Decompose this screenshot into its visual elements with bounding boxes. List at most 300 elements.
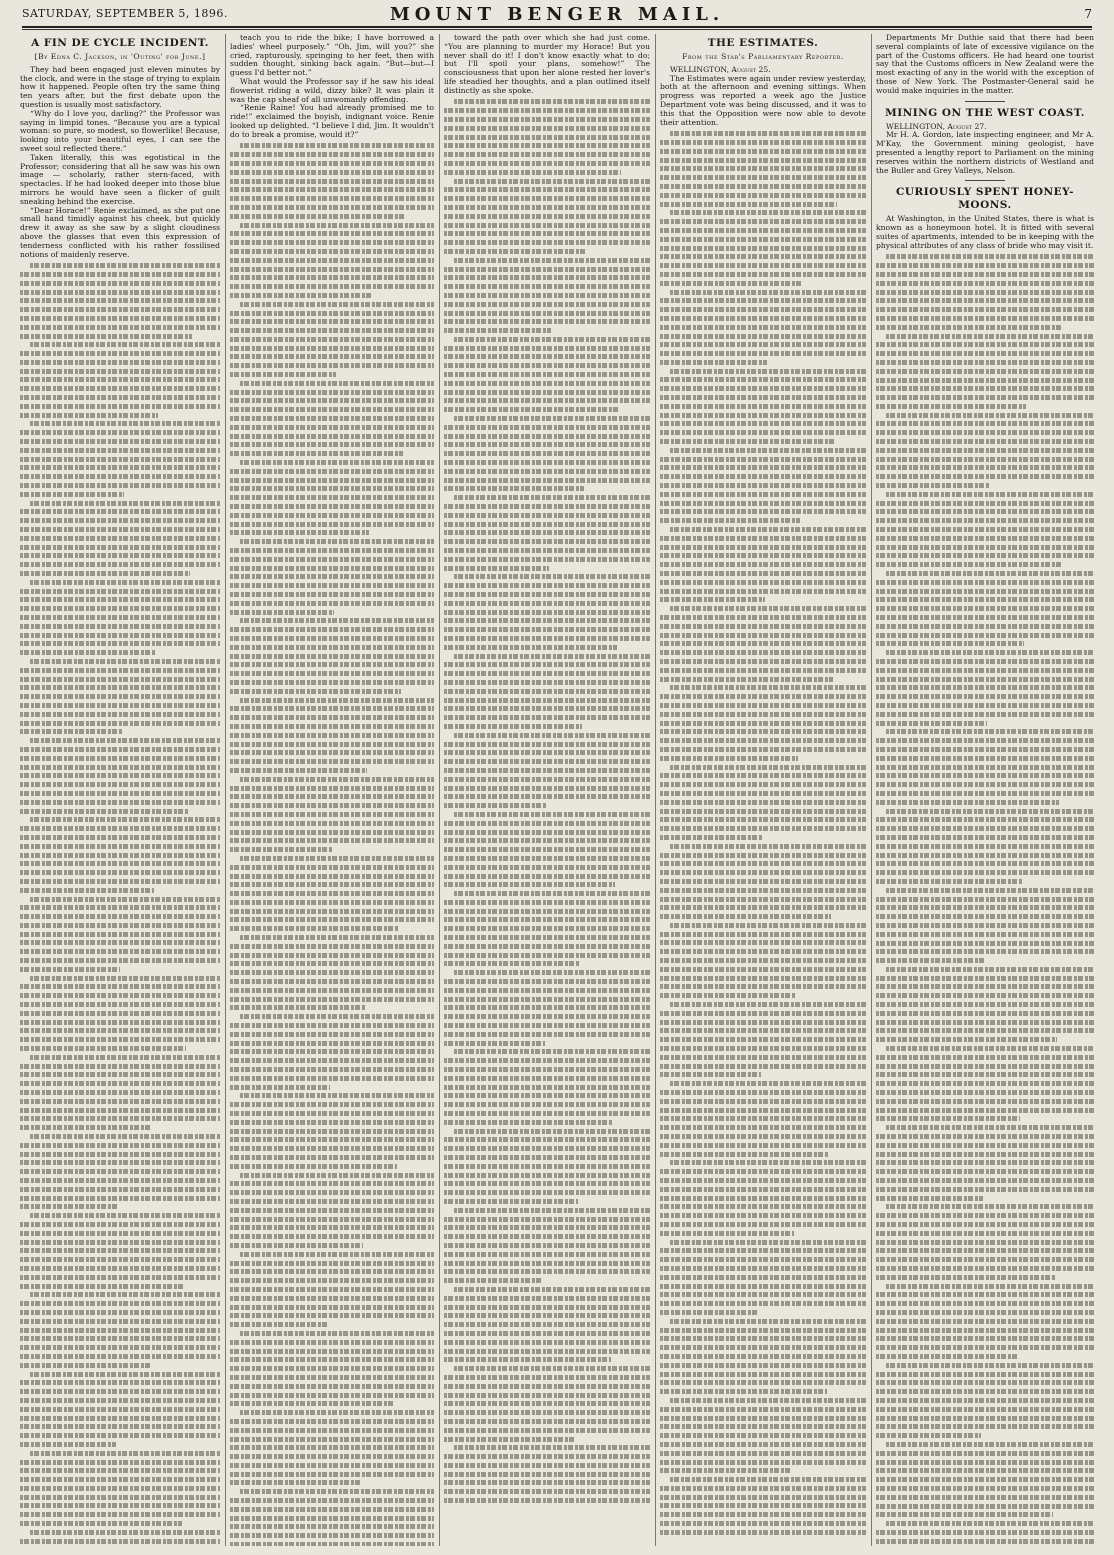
type-line [230, 1155, 434, 1160]
type-line [20, 1477, 220, 1482]
type-line [230, 442, 434, 447]
type-line [230, 583, 434, 588]
type-line [876, 668, 1094, 673]
type-line [876, 703, 1094, 708]
type-line [660, 1204, 866, 1209]
type-line [20, 914, 220, 919]
type-line [230, 1287, 434, 1292]
type-line [444, 1261, 650, 1266]
type-line [20, 932, 220, 937]
type-line [230, 610, 334, 615]
type-line [230, 847, 332, 852]
type-line [20, 298, 220, 303]
type-line [886, 492, 1094, 497]
type-line [876, 765, 1094, 770]
type-line [660, 1416, 866, 1421]
type-line [20, 316, 220, 321]
type-line [876, 536, 1094, 541]
type-line [876, 923, 1094, 928]
type-line [444, 486, 584, 491]
type-line [876, 597, 1094, 602]
type-line [876, 747, 1094, 752]
paragraph: The Estimates were again under review yesterday, both at the afternoon and evening sittings. When progress was reported a week ago the Justice Department vote was being discussed, and it was to this that the Opposition were now able to devote their attention. [660, 73, 866, 127]
type-line [660, 835, 763, 840]
type-line [660, 1134, 866, 1139]
type-line [876, 1196, 983, 1201]
type-line [230, 1023, 434, 1028]
type-line [444, 1410, 650, 1415]
type-line [20, 800, 220, 805]
type-line [660, 1046, 866, 1051]
paragraph: Departments Mr Duthie said that there had been several complaints of late of excessive vigilance on the part of the Customs officers. He had heard one tourist say that the Customs officers in New Zealand were the most exacting of any in the world with the exception of those of New York. The Postmaster-General said he would make inquiries in the matter. [876, 34, 1094, 95]
type-line [876, 545, 1094, 550]
type-line [876, 272, 1094, 277]
type-line [20, 1081, 220, 1086]
type-line [20, 1512, 220, 1517]
type-line [20, 641, 220, 646]
type-line [876, 1011, 1094, 1016]
type-line [876, 712, 1094, 717]
type-line [454, 654, 650, 659]
type-line [20, 1222, 220, 1227]
type-line [444, 1137, 650, 1142]
type-line [20, 562, 220, 567]
type-line [876, 606, 1094, 611]
type-line [230, 566, 434, 571]
type-line [444, 636, 650, 641]
type-line [20, 377, 220, 382]
type-line [660, 1108, 866, 1113]
type-line [660, 140, 866, 145]
type-line [444, 838, 650, 843]
type-line [670, 1160, 866, 1165]
type-line [876, 1310, 1094, 1315]
type-line [230, 416, 434, 421]
type-line [444, 592, 650, 597]
type-line [230, 645, 434, 650]
type-line [444, 935, 650, 940]
type-line [660, 668, 866, 673]
type-line [886, 254, 1094, 259]
type-line [20, 1380, 220, 1385]
type-line [444, 143, 650, 148]
type-line [240, 618, 434, 623]
type-line [230, 1278, 434, 1283]
type-line [876, 1160, 1094, 1165]
type-line [230, 346, 434, 351]
type-line [660, 1143, 866, 1148]
type-line [230, 1234, 434, 1239]
type-line [876, 589, 1094, 594]
type-line [660, 809, 866, 814]
type-line [876, 738, 1094, 743]
story-separator [965, 180, 1005, 181]
type-line [20, 386, 220, 391]
type-line [20, 1178, 220, 1183]
type-line [660, 509, 866, 514]
type-line [240, 302, 434, 307]
type-line [444, 671, 650, 676]
type-line [876, 369, 1094, 374]
type-line [20, 1486, 220, 1491]
column-divider [225, 34, 226, 1546]
type-line [230, 1269, 434, 1274]
type-line [660, 756, 798, 761]
type-line [20, 615, 220, 620]
type-line [660, 351, 866, 356]
type-line [20, 1354, 220, 1359]
type-line [230, 311, 434, 316]
type-line [876, 1257, 1094, 1262]
type-line [230, 504, 434, 509]
type-line [20, 1266, 220, 1271]
type-line [20, 1125, 152, 1130]
type-line [444, 750, 650, 755]
type-line [30, 817, 220, 822]
type-line [230, 830, 434, 835]
type-line [660, 1231, 794, 1236]
type-line [20, 703, 220, 708]
type-line [454, 1049, 650, 1054]
type-line [660, 984, 866, 989]
type-line [444, 953, 650, 958]
type-line [876, 298, 1094, 303]
type-line [444, 557, 650, 562]
type-line [230, 363, 434, 368]
type-line [30, 1055, 220, 1060]
type-line [20, 870, 220, 875]
type-line [20, 1064, 220, 1069]
type-line [230, 1181, 434, 1186]
type-line [444, 1313, 650, 1318]
type-line [230, 1419, 434, 1424]
type-line [230, 1313, 434, 1318]
type-line [444, 988, 650, 993]
type-line [240, 1093, 434, 1098]
type-line [886, 967, 1094, 972]
type-line [886, 809, 1094, 814]
type-line [660, 1310, 759, 1315]
type-line [20, 765, 220, 770]
type-line [444, 601, 650, 606]
type-line [876, 993, 1094, 998]
type-line [876, 1134, 1094, 1139]
type-line [876, 1099, 1094, 1104]
type-line [444, 1225, 650, 1230]
type-line [444, 724, 582, 729]
type-line [876, 641, 1024, 646]
type-line [660, 791, 866, 796]
type-line [876, 483, 989, 488]
type-line [230, 838, 434, 843]
type-line [876, 351, 1094, 356]
type-line [876, 1072, 1094, 1077]
type-line [660, 1433, 866, 1438]
type-line [20, 844, 220, 849]
type-line [876, 1116, 1020, 1121]
type-line [444, 1489, 650, 1494]
story-separator [965, 101, 1005, 102]
type-line [20, 1020, 220, 1025]
type-line [444, 319, 650, 324]
type-line [660, 641, 866, 646]
type-line [20, 1002, 220, 1007]
type-line [876, 263, 1094, 268]
type-line [876, 1240, 1094, 1245]
type-line [660, 993, 796, 998]
type-line [444, 618, 650, 623]
type-line [20, 1284, 184, 1289]
type-line [230, 689, 401, 694]
type-line [454, 495, 650, 500]
type-line [660, 879, 866, 884]
text-block [20, 263, 220, 1546]
type-line [230, 794, 434, 799]
type-line [30, 580, 220, 585]
type-line [444, 1102, 650, 1107]
masthead [22, 4, 1092, 28]
type-line [660, 1389, 827, 1394]
type-line [20, 835, 220, 840]
type-line [240, 1014, 434, 1019]
type-line [660, 246, 866, 251]
type-line [230, 372, 336, 377]
type-line [660, 395, 866, 400]
type-line [670, 1319, 866, 1324]
type-line [444, 1058, 650, 1063]
type-line [876, 1187, 1094, 1192]
type-line [230, 328, 434, 333]
type-line [444, 768, 650, 773]
type-line [876, 694, 1094, 699]
type-line [660, 492, 866, 497]
type-line [20, 782, 220, 787]
type-line [660, 1072, 761, 1077]
type-line [20, 668, 220, 673]
type-line [240, 777, 434, 782]
type-line [444, 856, 650, 861]
type-line [444, 407, 619, 412]
type-line [444, 917, 650, 922]
type-line [230, 1076, 434, 1081]
type-line [20, 879, 220, 884]
type-line [444, 1067, 650, 1072]
type-line [230, 882, 434, 887]
type-line [660, 897, 866, 902]
type-line [230, 601, 434, 606]
type-line [20, 967, 120, 972]
type-line [20, 1416, 220, 1421]
type-line [660, 967, 866, 972]
type-line [660, 782, 866, 787]
type-line [230, 152, 434, 157]
type-line [230, 1032, 434, 1037]
type-line [444, 302, 650, 307]
type-line [660, 597, 765, 602]
type-line [660, 1380, 866, 1385]
type-line [20, 1310, 220, 1315]
type-line [444, 610, 650, 615]
type-line [660, 615, 866, 620]
paragraph: “Dear Horace!” Renie exclaimed, as she put one small hand timidly against his cheek, but quickly drew it away as she saw by a slight cloudiness above the glasses that even this expression of tenderness conflicted with his rather fossilised notions of maidenly reserve. [20, 205, 220, 259]
type-line [230, 1366, 434, 1371]
type-line [670, 844, 866, 849]
type-line [660, 914, 831, 919]
type-line [444, 460, 650, 465]
type-line [876, 501, 1094, 506]
type-line [660, 677, 833, 682]
type-line [20, 685, 220, 690]
type-line [230, 337, 434, 342]
paragraph: Taken literally, this was egotistical in the Professor; considering that all he saw was his own image — scholarly, rather stern-faced, with spectacles. If he had looked deeper into those blue mirrors he would have seen a flicker of guilt sneaking behind the exercise. [20, 152, 220, 206]
type-line [444, 187, 650, 192]
type-line [240, 1410, 434, 1415]
type-line [230, 874, 434, 879]
type-line [876, 800, 1059, 805]
type-line [454, 1445, 650, 1450]
type-line [660, 1451, 866, 1456]
type-line [444, 1454, 650, 1459]
type-line [444, 117, 650, 122]
type-line [876, 1539, 1094, 1544]
type-line [670, 685, 866, 690]
type-line [444, 1164, 650, 1169]
type-line [444, 240, 650, 245]
type-line [876, 1512, 1053, 1517]
type-line [876, 1292, 1094, 1297]
type-line [876, 879, 1022, 884]
type-line [444, 662, 650, 667]
type-line [876, 914, 1094, 919]
type-line [20, 949, 220, 954]
type-line [230, 671, 434, 676]
type-line [230, 1357, 434, 1362]
type-line [444, 434, 650, 439]
type-line [444, 196, 650, 201]
type-line [20, 290, 220, 295]
type-line [876, 1152, 1094, 1157]
type-line [876, 1028, 1094, 1033]
type-line [444, 1111, 650, 1116]
type-line [20, 1275, 220, 1280]
type-line [30, 342, 220, 347]
type-line [20, 826, 220, 831]
type-line [660, 430, 866, 435]
type-line [444, 504, 650, 509]
type-line [660, 1196, 866, 1201]
type-line [240, 856, 434, 861]
type-line [230, 953, 434, 958]
type-line [876, 958, 985, 963]
type-line [20, 633, 220, 638]
type-line [240, 1331, 434, 1336]
type-line [876, 1345, 1094, 1350]
type-line [20, 545, 220, 550]
type-line [660, 1222, 866, 1227]
type-line [660, 1116, 866, 1121]
type-line [660, 817, 866, 822]
type-line [230, 627, 434, 632]
type-line [230, 275, 434, 280]
type-line [444, 372, 650, 377]
type-line [444, 1463, 650, 1468]
type-line [240, 143, 434, 148]
type-line [230, 1067, 434, 1072]
type-line [230, 407, 434, 412]
type-line [20, 1468, 220, 1473]
paragraph: At Washington, in the United States, there is what is known as a honeymoon hotel. It is fitted with several suites of apartments, intended to be in keeping with the physical attributes of any class of bride who may visit it. [876, 214, 1094, 250]
type-line [20, 1099, 220, 1104]
type-line [444, 1480, 650, 1485]
type-line [20, 1336, 220, 1341]
type-line [230, 636, 434, 641]
type-line [876, 1398, 1094, 1403]
type-line [444, 680, 650, 685]
type-line [240, 935, 434, 940]
type-line [660, 703, 866, 708]
type-line [660, 1187, 866, 1192]
dateline: WELLINGTON, August 27. [886, 121, 987, 131]
type-line [444, 645, 617, 650]
type-line [230, 231, 434, 236]
type-line [230, 398, 434, 403]
type-line [444, 442, 650, 447]
type-line [660, 193, 866, 198]
type-line [20, 1389, 220, 1394]
type-line [886, 334, 1094, 339]
type-line [876, 1055, 1094, 1060]
type-line [444, 1085, 650, 1090]
type-line [444, 513, 650, 518]
type-line [444, 997, 650, 1002]
type-line [444, 1243, 650, 1248]
type-line [444, 223, 650, 228]
type-line [444, 777, 650, 782]
type-line [230, 961, 434, 966]
type-line [20, 571, 190, 576]
type-line [444, 874, 650, 879]
type-line [660, 1460, 866, 1465]
type-line [444, 1393, 650, 1398]
type-line [444, 1190, 650, 1195]
column-5 [876, 34, 1094, 1546]
type-line [660, 184, 866, 189]
type-line [444, 363, 650, 368]
type-line [660, 1028, 866, 1033]
type-line [230, 1340, 434, 1345]
type-line [660, 580, 866, 585]
type-line [20, 853, 220, 858]
type-line [876, 932, 1094, 937]
type-line [876, 756, 1094, 761]
story-heading: MINING ON THE WEST COAST. [885, 106, 1085, 119]
type-line [886, 729, 1094, 734]
type-line [230, 434, 434, 439]
type-line [20, 395, 220, 400]
type-line [230, 926, 399, 931]
type-line [660, 483, 866, 488]
type-line [230, 161, 434, 166]
paragraph: What would the Professor say if he saw his ideal flowerist riding a wild, dizzy bike? It was plain it was the cap sheaf of all unwomanly offending. [230, 76, 434, 104]
type-line [876, 562, 1061, 567]
type-line [230, 1261, 434, 1266]
type-line [20, 712, 220, 717]
type-line [876, 941, 1094, 946]
column-1 [20, 34, 220, 1546]
type-line [240, 539, 434, 544]
type-line [444, 830, 650, 835]
type-line [20, 597, 220, 602]
